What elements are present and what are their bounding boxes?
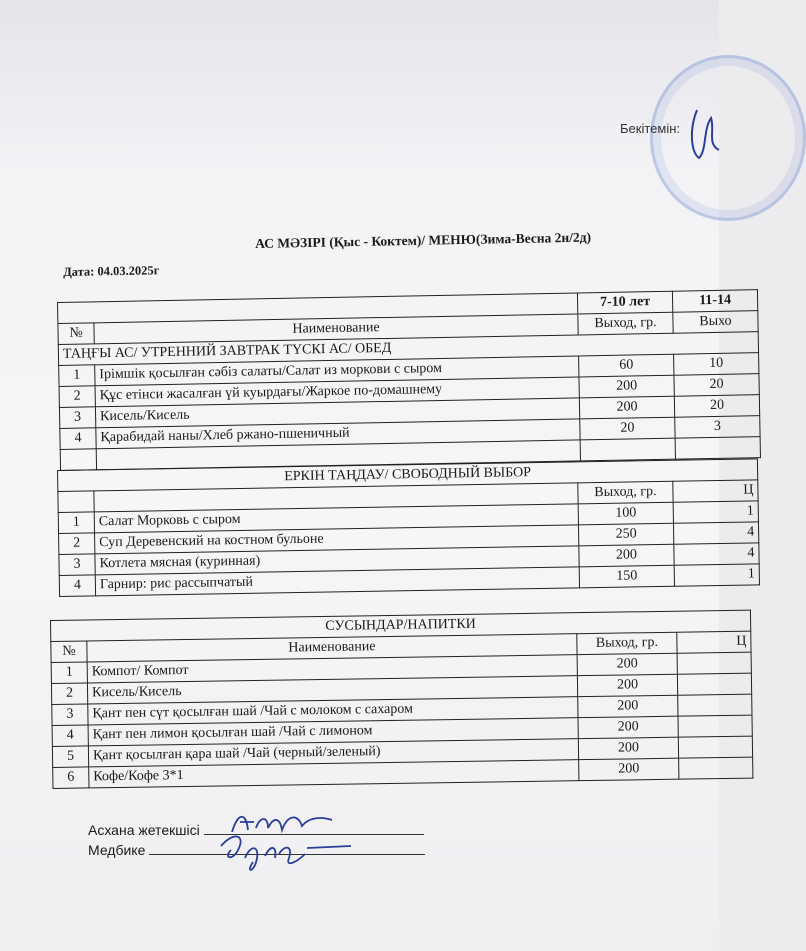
- age-col-2: 11-14: [672, 290, 757, 313]
- table-row: 3 Котлета мясная (куринная) 200 4: [59, 543, 759, 576]
- table-row: 2 Суп Деревенский на костном бульоне 250 4: [59, 522, 759, 555]
- free-price-header: Ц: [673, 480, 758, 502]
- col-out2-header: Выхо: [673, 311, 758, 334]
- table-row: 4 Қарабидай наны/Хлеб ржано-пшеничный 20 3: [60, 416, 760, 450]
- age-col-1: 7-10 лет: [577, 291, 672, 314]
- col-name-header: Наименование: [94, 314, 578, 344]
- main-menu-table: [57, 289, 761, 471]
- free-out-header: Выход, гр.: [578, 481, 673, 504]
- free-choice-table: [57, 458, 760, 597]
- drinks-out-header: Выход, гр.: [577, 632, 677, 654]
- drinks-num-header: №: [51, 641, 87, 663]
- menu-date: Дата: 04.03.2025г: [63, 263, 160, 279]
- meal-section-label: ТАҢҒЫ АС/ УТРЕННИЙ ЗАВТРАК ТҮСКІ АС/ ОБЕД: [58, 332, 758, 366]
- drinks-table: [50, 610, 753, 789]
- table-row: 3 Қант пен сүт қосылған шай /Чай с молоком с сахаром 200: [52, 694, 752, 725]
- approval-signature: [685, 100, 725, 170]
- table-row: 1 Ірімшік қосылған сәбіз салаты/Салат из моркови с сыром 60 10: [59, 353, 759, 387]
- drinks-title: СУСЫНДАР/НАПИТКИ: [51, 610, 751, 641]
- table-row: 4 Гарнир: рис рассыпчатый 150 1: [59, 564, 759, 597]
- table-row: 4 Қант пен лимон қосылған шай /Чай с лимоном 200: [52, 715, 752, 746]
- table-row: 5 Қант қосылған қара шай /Чай (черный/зеленый) 200: [52, 736, 752, 767]
- page-title: АС МӘЗІРІ (Қыс - Коктем)/ МЕНЮ(Зима-Весна 2н/2д): [255, 229, 592, 251]
- approval-label: Бекітемін:: [620, 121, 680, 136]
- drinks-price-header: Ц: [677, 631, 751, 653]
- table-row: 1 Компот/ Компот 200: [51, 652, 751, 683]
- table-row: 2 Құс етінси жасалған үй куырдағы/Жаркое по-домашнему 200 20: [59, 374, 759, 408]
- col-out1-header: Выход, гр.: [578, 312, 673, 335]
- kitchen-head-label: Асхана жетекшісі: [88, 822, 200, 838]
- table-row: 1 Салат Морковь с сыром 100 1: [58, 501, 758, 534]
- table-row: 6 Кофе/Кофе 3*1 200: [53, 757, 753, 788]
- drinks-name-header: Наименование: [87, 634, 577, 662]
- stamp-seal: [650, 55, 806, 221]
- col-num-header: №: [58, 323, 94, 345]
- table-row: 3 Кисель/Кисель 200 20: [59, 395, 759, 429]
- free-choice-title: ЕРКІН ТАҢДАУ/ СВОБОДНЫЙ ВЫБОР: [58, 459, 758, 492]
- nurse-signature: [215, 828, 355, 878]
- nurse-label: Медбике: [88, 842, 146, 858]
- table-row: 2 Кисель/Кисель 200: [51, 673, 751, 704]
